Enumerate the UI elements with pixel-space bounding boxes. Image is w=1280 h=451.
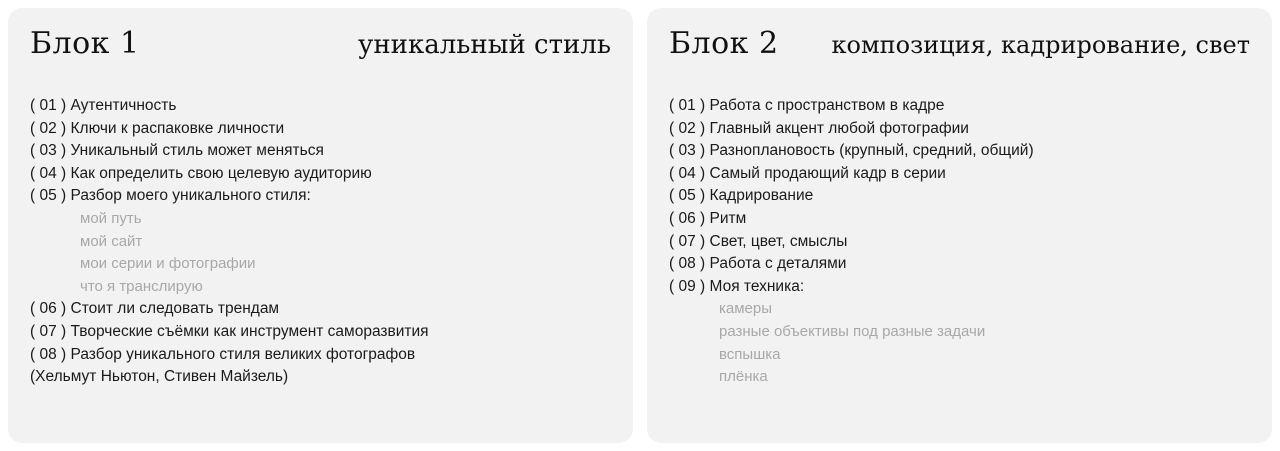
- list-item: [669, 231, 1250, 254]
- item-number: ( 05 ): [30, 187, 67, 205]
- item-number: ( 01 ): [669, 97, 706, 114]
- list-item: [30, 163, 611, 186]
- item-label: Разбор уникального стиля великих фотографов: [70, 345, 416, 363]
- sub-list-item: плёнка: [719, 368, 768, 386]
- list-item: [669, 118, 1250, 141]
- item-label: Стоит ли следовать трендам: [70, 300, 280, 318]
- item-number: ( 07 ): [30, 322, 67, 340]
- list-item: [669, 208, 1250, 231]
- item-label: Разноплановость (крупный, средний, общий): [709, 142, 1034, 160]
- item-number: ( 09 ): [669, 277, 706, 295]
- panel-1-header: [30, 26, 611, 61]
- item-number: ( 05 ): [669, 187, 706, 205]
- item-label: Самый продающий кадр в серии: [709, 164, 946, 182]
- item-label: Разбор моего уникального стиля:: [70, 187, 311, 205]
- list-item: [669, 95, 1250, 118]
- item-label: Свет, цвет, смыслы: [709, 232, 848, 250]
- item-number: ( 06 ): [669, 209, 706, 227]
- sub-list-item: вспышка: [719, 345, 781, 363]
- panel-1-sublist: [30, 208, 611, 298]
- item-number: ( 01 ): [30, 97, 67, 114]
- sub-list-item: разные объективы под разные задачи: [719, 322, 986, 340]
- list-item: [30, 140, 611, 163]
- panel-block-1: [8, 8, 633, 443]
- list-item: [669, 163, 1250, 186]
- sub-list-item: мои серии и фотографии: [80, 255, 256, 273]
- list-item: [30, 344, 611, 367]
- sub-list-item: мой путь: [80, 209, 142, 227]
- item-label: Моя техника:: [709, 277, 805, 295]
- item-number: ( 03 ): [669, 142, 706, 160]
- item-label: Работа с пространством в кадре: [709, 97, 945, 114]
- list-item: [669, 140, 1250, 163]
- list-item: [30, 185, 611, 208]
- panel-block-2: [647, 8, 1272, 443]
- panel-2-header: [669, 26, 1250, 61]
- panel-2-title: Блок 2: [669, 26, 779, 61]
- list-item: [669, 185, 1250, 208]
- list-item: [30, 118, 611, 141]
- item-label: Главный акцент любой фотографии: [709, 119, 969, 137]
- list-item: [30, 298, 611, 321]
- sub-list-item: что я транслирую: [80, 277, 203, 295]
- item-label: Кадрирование: [709, 187, 814, 205]
- item-label: Как определить свою целевую аудиторию: [70, 164, 372, 182]
- sub-list-item: камеры: [719, 300, 773, 318]
- panel-1-title: Блок 1: [30, 26, 140, 61]
- item-number: ( 08 ): [669, 255, 706, 273]
- item-number: ( 02 ): [669, 119, 706, 137]
- panel-2-sublist: [669, 298, 1250, 388]
- list-item: [669, 276, 1250, 299]
- item-number: ( 03 ): [30, 142, 67, 160]
- item-number: ( 07 ): [669, 232, 706, 250]
- item-number: ( 04 ): [669, 164, 706, 182]
- panel-2-list: [669, 95, 1250, 389]
- item-number: ( 02 ): [30, 119, 67, 137]
- item-label: Уникальный стиль может меняться: [70, 142, 324, 160]
- list-item: [30, 95, 611, 118]
- sub-list-item: мой сайт: [80, 232, 143, 250]
- list-item: [669, 253, 1250, 276]
- panel-1-list: [30, 95, 611, 366]
- item-label: Аутентичность: [70, 97, 177, 114]
- list-item: [30, 321, 611, 344]
- panel-2-subtitle: композиция, кадрирование, свет: [831, 31, 1250, 59]
- item-number: ( 06 ): [30, 300, 67, 318]
- panel-1-note: (Хельмут Ньютон, Стивен Майзель): [30, 368, 289, 386]
- item-number: ( 08 ): [30, 345, 67, 363]
- item-label: Ключи к распаковке личности: [70, 119, 285, 137]
- item-number: ( 04 ): [30, 164, 67, 182]
- item-label: Ритм: [709, 209, 747, 227]
- panel-1-subtitle: уникальный стиль: [358, 30, 611, 60]
- item-label: Работа с деталями: [709, 255, 847, 273]
- item-label: Творческие съёмки как инструмент саморазвития: [70, 322, 429, 340]
